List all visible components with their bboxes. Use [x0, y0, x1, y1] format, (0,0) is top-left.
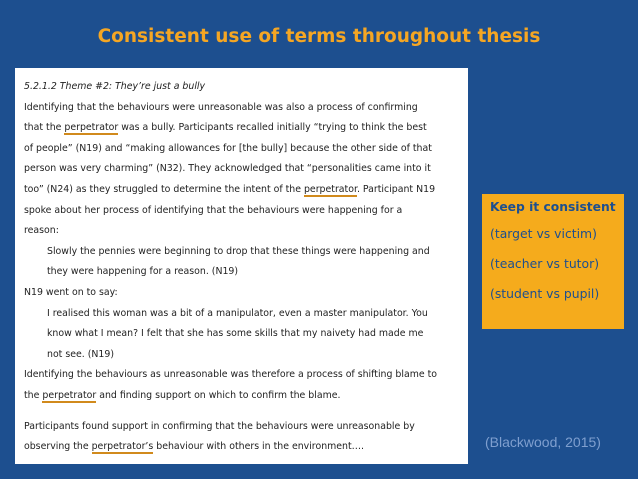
text-line: Identifying the behaviours as unreasonable was therefore a process of shifting blame to — [24, 369, 438, 381]
highlighted-term: perpetrator’s — [91, 441, 154, 453]
highlighted-term: perpetrator — [42, 389, 97, 401]
note-item: (student vs pupil) — [490, 286, 600, 301]
text-fragment: observing the — [24, 441, 92, 453]
quote-line: not see. (N19) — [47, 348, 114, 360]
section-heading: 5.2.1.2 Theme #2: They’re just a bully — [24, 81, 206, 92]
paragraph-2 — [24, 365, 460, 406]
text-line: reason: — [24, 225, 59, 237]
block-quote-2 — [24, 304, 460, 366]
quote-line: Slowly the pennies were beginning to drop that these things were happening and — [47, 245, 430, 257]
text-fragment: . Participant N19 — [356, 183, 436, 195]
text-line — [24, 118, 460, 139]
paragraph-1 — [24, 98, 460, 242]
consistency-note-box — [482, 194, 624, 329]
text-line — [24, 386, 460, 407]
quote-line: they were happening for a reason. (N19) — [47, 266, 239, 278]
text-fragment: was a bully. Participants recalled initially “trying to think the best — [118, 122, 427, 134]
block-quote-1 — [24, 242, 460, 283]
text-fragment: the — [24, 389, 43, 401]
text-fragment: and finding support on which to confirm the blame. — [96, 389, 341, 401]
text-line: spoke about her process of identifying that the behaviours were happening for a — [24, 204, 403, 216]
paragraph-gap — [24, 407, 460, 417]
note-item: (teacher vs tutor) — [490, 256, 600, 271]
slide-title: Consistent use of terms throughout thesis — [97, 26, 541, 47]
text-line: N19 went on to say: — [24, 286, 118, 298]
quote-line: I realised this woman was a bit of a manipulator, even a master manipulator. You — [47, 307, 428, 319]
citation: (Blackwood, 2015) — [485, 434, 601, 450]
text-line — [24, 437, 460, 458]
highlighted-term: perpetrator — [303, 183, 357, 195]
text-fragment: that the — [24, 122, 65, 134]
quote-line: know what I mean? I felt that she has some skills that my naivety had made me — [47, 328, 424, 340]
text-line: Identifying that the behaviours were unreasonable was also a process of confirming — [24, 101, 418, 113]
thesis-excerpt — [15, 68, 468, 464]
text-line: Participants found support in confirming that the behaviours were unreasonable by — [24, 420, 415, 432]
note-title: Keep it consistent — [490, 200, 616, 214]
text-line: of people” (N19) and “making allowances for [the bully] because the other side of that — [24, 142, 432, 154]
text-fragment: too” (N24) as they struggled to determine the intent of the — [24, 183, 304, 195]
paragraph-3 — [24, 417, 460, 458]
text-line — [24, 180, 460, 201]
note-item: (target vs victim) — [490, 226, 597, 241]
text-line: person was very charming” (N32). They acknowledged that “personalities came into it — [24, 163, 431, 175]
text-fragment: behaviour with others in the environment…. — [153, 441, 365, 453]
highlighted-term: perpetrator — [64, 122, 119, 134]
